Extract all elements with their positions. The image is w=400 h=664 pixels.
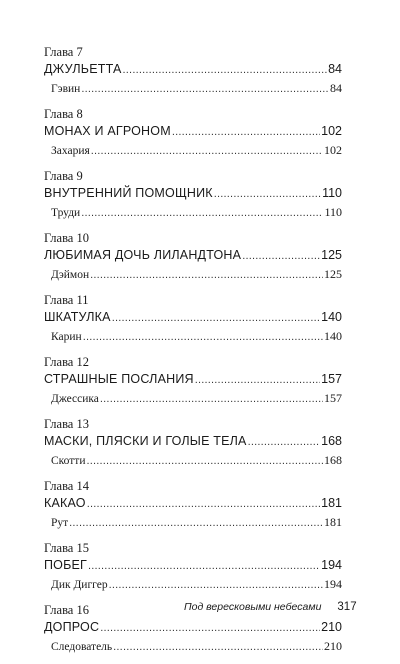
chapter-block (44, 44, 342, 97)
chapter-entry (44, 432, 342, 451)
chapter-block (44, 106, 342, 159)
narrator-page: 181 (324, 515, 342, 529)
chapter-label: Глава 11 (44, 293, 89, 307)
dot-leader (81, 80, 329, 98)
chapter-page: 125 (321, 248, 342, 262)
narrator-page: 140 (324, 329, 342, 343)
chapter-block (44, 354, 342, 407)
narrator-entry (44, 513, 342, 531)
chapter-entry (44, 184, 342, 203)
chapter-page: 210 (321, 620, 342, 634)
narrator-name: Карин (51, 331, 82, 343)
narrator-name: Дэймон (51, 269, 90, 281)
chapter-title: ШКАТУЛКА (44, 310, 111, 324)
dot-leader (90, 266, 323, 284)
narrator-name: Гэвин (51, 83, 81, 95)
narrator-entry (44, 637, 342, 655)
dot-leader (69, 514, 323, 532)
narrator-entry (44, 327, 342, 345)
narrator-name: Следователь (51, 641, 113, 653)
chapter-page: 140 (321, 310, 342, 324)
narrator-entry (44, 203, 342, 221)
chapter-entry (44, 246, 342, 265)
chapter-title: СТРАШНЫЕ ПОСЛАНИЯ (44, 372, 194, 386)
chapter-label: Глава 7 (44, 45, 83, 59)
narrator-entry (44, 265, 342, 283)
narrator-page: 102 (324, 143, 342, 157)
chapter-block (44, 540, 342, 593)
chapter-block (44, 292, 342, 345)
narrator-name: Рут (51, 517, 69, 529)
narrator-page: 125 (324, 267, 342, 281)
narrator-name: Труди (51, 207, 81, 219)
running-title: Под вересковыми небесами (184, 601, 322, 613)
chapter-block (44, 478, 342, 531)
dot-leader (123, 61, 328, 80)
narrator-entry (44, 141, 342, 159)
narrator-page: 194 (324, 577, 342, 591)
narrator-page: 157 (324, 391, 342, 405)
chapter-title: ЛЮБИМАЯ ДОЧЬ ЛИЛАНДТОНА (44, 248, 242, 262)
dot-leader (81, 204, 323, 222)
dot-leader (91, 142, 323, 160)
page-number: 317 (337, 601, 357, 613)
chapter-label: Глава 10 (44, 231, 89, 245)
chapter-title: ДЖУЛЬЕТТА (44, 62, 122, 76)
chapter-label: Глава 8 (44, 107, 83, 121)
dot-leader (87, 495, 320, 514)
chapter-page: 110 (322, 186, 342, 200)
dot-leader (214, 185, 321, 204)
chapter-title: КАКАО (44, 496, 86, 510)
chapter-page: 157 (321, 372, 342, 386)
narrator-page: 210 (324, 639, 342, 653)
table-of-contents (44, 44, 342, 664)
dot-leader (172, 123, 320, 142)
chapter-label: Глава 15 (44, 541, 89, 555)
chapter-entry (44, 494, 342, 513)
chapter-label: Глава 16 (44, 603, 89, 617)
chapter-page: 194 (321, 558, 342, 572)
narrator-entry (44, 79, 342, 97)
dot-leader (83, 328, 323, 346)
dot-leader (109, 576, 323, 594)
dot-leader (113, 638, 323, 656)
chapter-page: 102 (321, 124, 342, 138)
narrator-entry (44, 451, 342, 469)
narrator-name: Джессика (51, 393, 99, 405)
narrator-entry (44, 389, 342, 407)
chapter-title: ВНУТРЕННИЙ ПОМОЩНИК (44, 186, 213, 200)
chapter-entry (44, 618, 342, 637)
narrator-page: 84 (330, 81, 342, 95)
chapter-page: 181 (321, 496, 342, 510)
chapter-label: Глава 12 (44, 355, 89, 369)
chapter-entry (44, 60, 342, 79)
dot-leader (248, 433, 321, 452)
narrator-name: Скотти (51, 455, 86, 467)
dot-leader (195, 371, 320, 390)
narrator-page: 168 (324, 453, 342, 467)
narrator-name: Захария (51, 145, 90, 157)
chapter-entry (44, 556, 342, 575)
dot-leader (242, 247, 320, 266)
dot-leader (88, 557, 320, 576)
chapter-page: 84 (328, 62, 342, 76)
chapter-label: Глава 13 (44, 417, 89, 431)
dot-leader (112, 309, 320, 328)
chapter-title: ДОПРОС (44, 620, 100, 634)
narrator-entry (44, 575, 342, 593)
chapter-title: МОНАХ И АГРОНОМ (44, 124, 171, 138)
narrator-name: Дик Диггер (51, 579, 108, 591)
chapter-block (44, 168, 342, 221)
chapter-label: Глава 9 (44, 169, 83, 183)
chapter-block (44, 230, 342, 283)
dot-leader (100, 390, 323, 408)
page-footer (184, 598, 357, 614)
chapter-entry (44, 122, 342, 141)
chapter-block (44, 416, 342, 469)
chapter-entry (44, 308, 342, 327)
chapter-label: Глава 14 (44, 479, 89, 493)
dot-leader (86, 452, 323, 470)
dot-leader (100, 619, 320, 638)
narrator-page: 110 (324, 205, 342, 219)
chapter-title: ПОБЕГ (44, 558, 88, 572)
chapter-page: 168 (321, 434, 342, 448)
chapter-entry (44, 370, 342, 389)
chapter-title: МАСКИ, ПЛЯСКИ И ГОЛЫЕ ТЕЛА (44, 434, 247, 448)
